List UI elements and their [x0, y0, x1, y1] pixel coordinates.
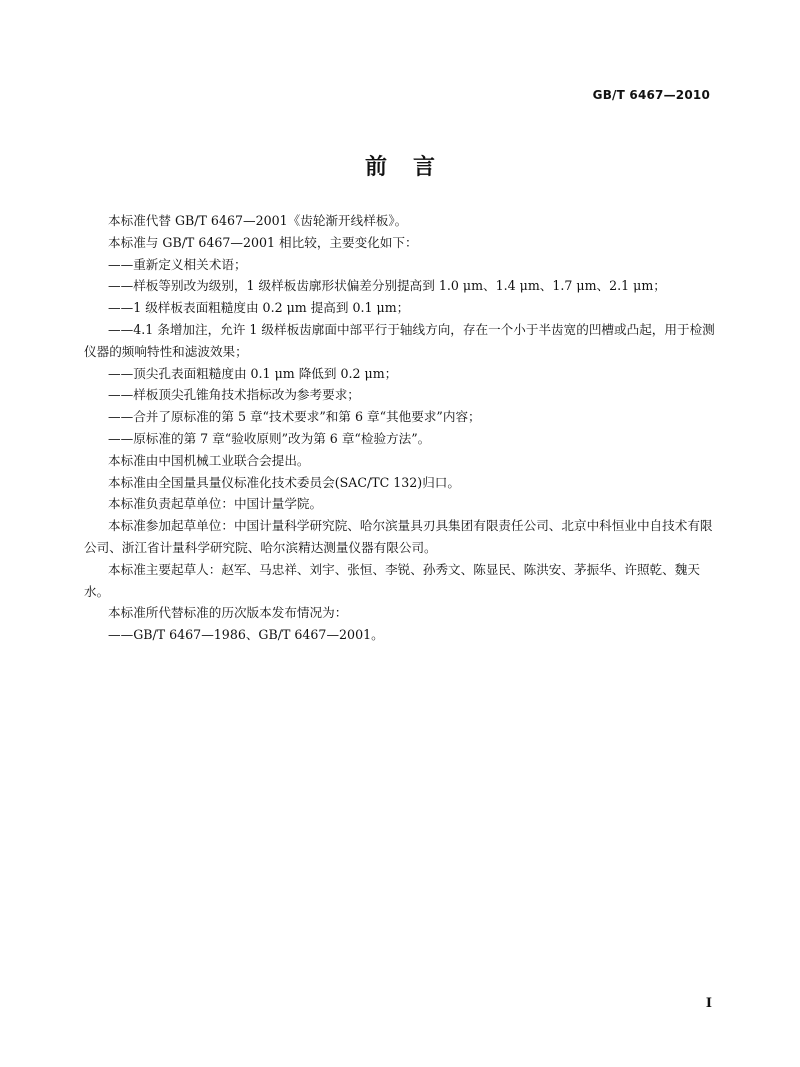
paragraph-proposer: 本标准由中国机械工业联合会提出。 — [108, 452, 310, 468]
paragraph-replaces: 本标准代替 GB/T 6467—2001《齿轮渐开线样板》。 — [108, 213, 408, 228]
page-number: I — [705, 996, 712, 1011]
change-item: ——合并了原标准的第 5 章“技术要求”和第 6 章“其他要求”内容； — [108, 409, 481, 425]
change-item: ——样板顶尖孔锥角技术指标改为参考要求； — [108, 387, 360, 403]
change-item: ——1 级样板表面粗糙度由 0.2 μm 提高到 0.1 μm； — [108, 300, 410, 316]
paragraph-comparison: 本标准与 GB/T 6467—2001 相比较，主要变化如下： — [108, 234, 418, 250]
page-title: 前言 — [364, 155, 461, 180]
change-item: ——顶尖孔表面粗糙度由 0.1 μm 降低到 0.2 μm； — [108, 365, 398, 381]
change-item: ——4.1 条增加注，允许 1 级样板齿廓面中部平行于轴线方向，存在一个小于半齿宽的凹槽或凸起，用于检测仪器的频响特性和滤波效果； — [84, 321, 715, 359]
preface-body — [84, 210, 720, 646]
history-item: ——GB/T 6467—1986、GB/T 6467—2001。 — [108, 627, 384, 643]
standard-code: GB/T 6467—2010 — [592, 88, 710, 102]
change-item: ——原标准的第 7 章“验收原则”改为第 6 章“检验方法”。 — [108, 430, 431, 446]
change-item: ——重新定义相关术语； — [108, 256, 247, 272]
paragraph-history: 本标准所代替标准的历次版本发布情况为： — [108, 605, 348, 621]
paragraph-main-authors: 本标准主要起草人：赵军、马忠祥、刘宇、张恒、李锐、孙秀文、陈显民、陈洪安、茅振华、许照乾、魏天水。 — [84, 561, 700, 599]
paragraph-participating-drafters: 本标准参加起草单位：中国计量科学研究院、哈尔滨量具刃具集团有限责任公司、北京中科恒业中自技术有限公司、浙江省计量科学研究院、哈尔滨精达测量仪器有限公司。 — [84, 518, 713, 555]
paragraph-lead-drafter: 本标准负责起草单位：中国计量学院。 — [108, 496, 323, 512]
change-item: ——样板等别改为级别，1 级样板齿廓形状偏差分别提高到 1.0 μm、1.4 μm、1.7 μm、2.1 μm； — [108, 278, 666, 294]
paragraph-committee: 本标准由全国量具量仪标准化技术委员会(SAC/TC 132)归口。 — [108, 474, 460, 490]
